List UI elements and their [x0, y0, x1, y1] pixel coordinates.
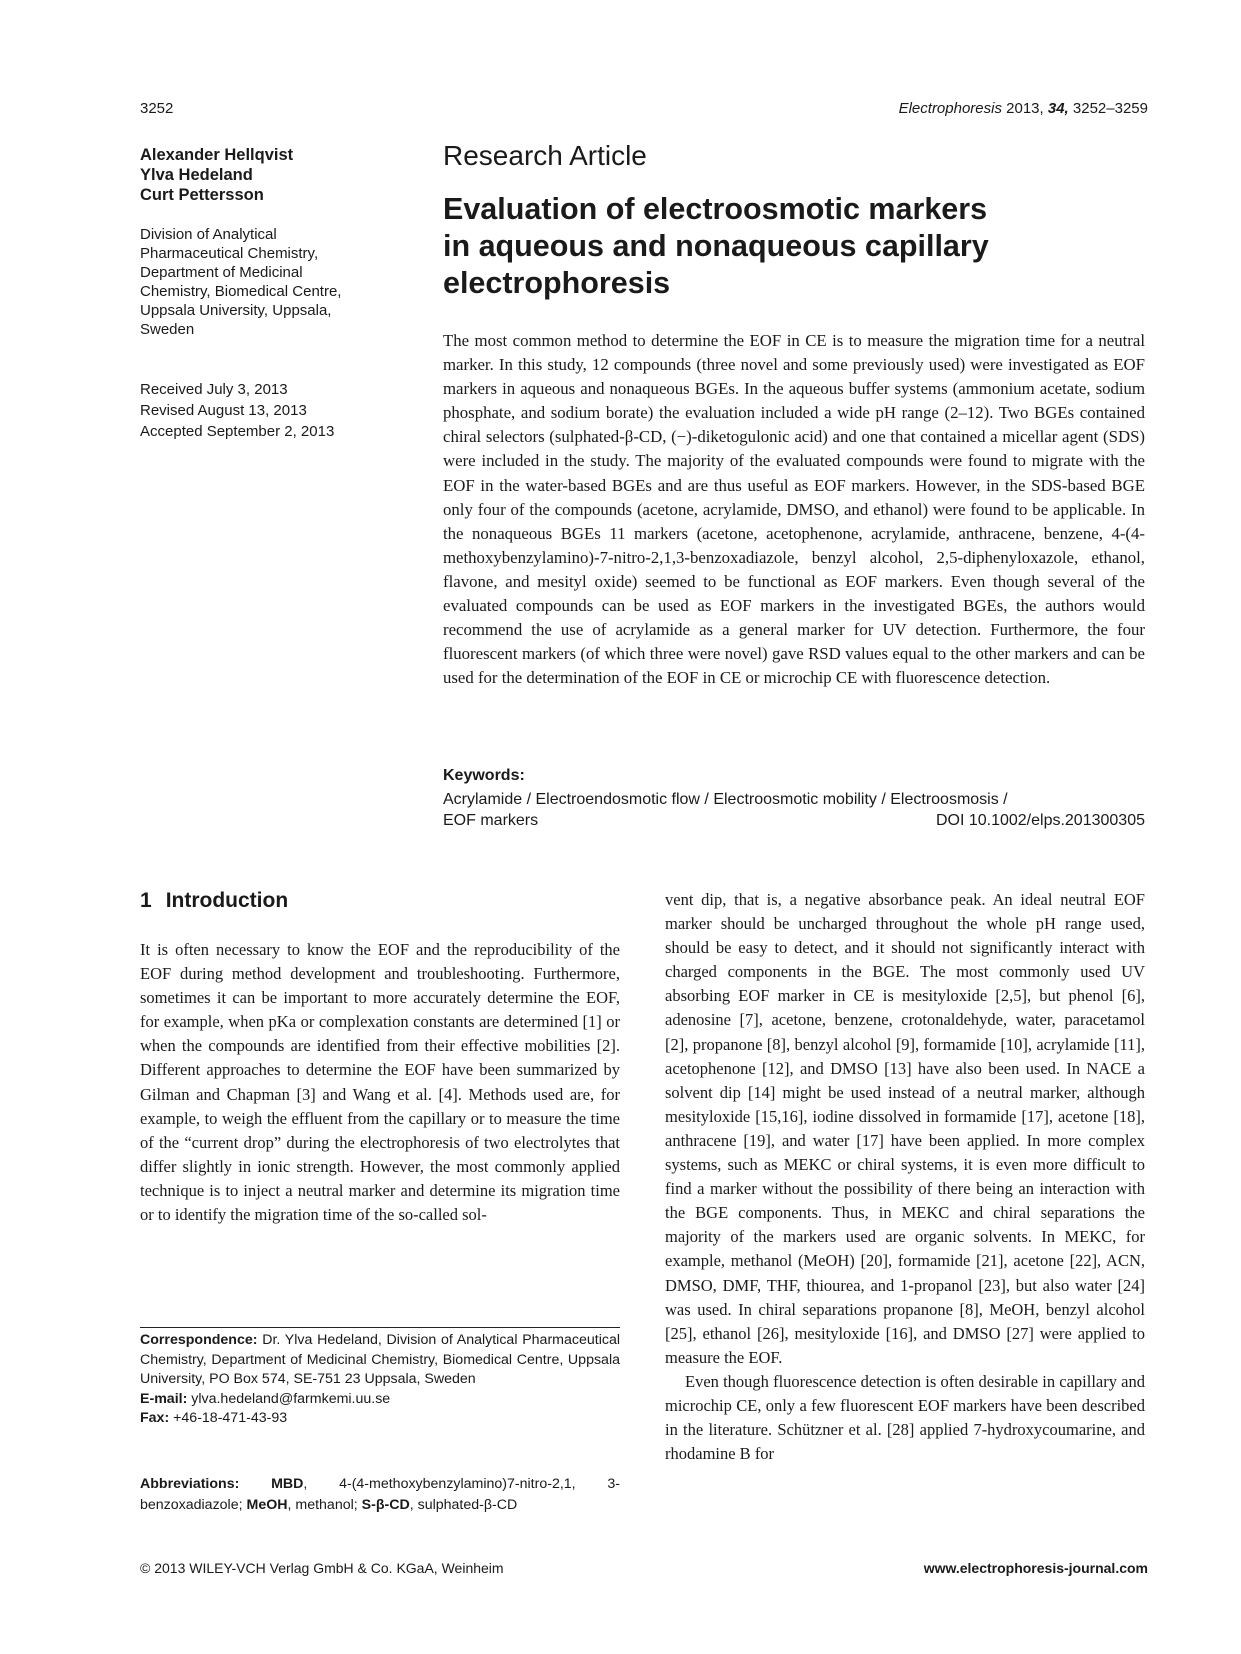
correspondence-note — [140, 1331, 620, 1429]
journal-volume: 34, — [1047, 100, 1069, 117]
email-link[interactable]: ylva.hedeland@farmkemi.uu.se — [191, 1390, 391, 1407]
abbr-mbd: MBD — [271, 1476, 304, 1492]
author-name: Curt Pettersson — [140, 186, 264, 204]
affiliation-line: Division of Analytical — [140, 226, 277, 243]
abbreviations-note — [140, 1474, 620, 1516]
author-name: Alexander Hellqvist — [140, 146, 294, 164]
affiliation-line: Sweden — [140, 321, 195, 338]
affiliation-line: Department of Medicinal — [140, 264, 303, 281]
journal-website-link[interactable]: www.electrophoresis-journal.com — [923, 1560, 1148, 1576]
footnote-divider — [140, 1327, 620, 1328]
abbr-sbcd-def: , sulphated-β-CD — [409, 1497, 518, 1513]
keywords — [443, 789, 1145, 831]
title-line: Evaluation of electroosmotic markers — [443, 192, 988, 226]
abbr-meoh: MeOH — [246, 1497, 288, 1513]
copyright-notice: © 2013 WILEY-VCH Verlag GmbH & Co. KGaA, Weinheim — [140, 1560, 504, 1576]
section-heading-introduction — [140, 889, 288, 913]
keywords-line-2 — [443, 810, 1145, 831]
fax-number: +46-18-471-43-93 — [173, 1410, 288, 1426]
article-type: Research Article — [443, 140, 647, 171]
keywords-label: Keywords: — [443, 767, 525, 784]
intro-right-column — [665, 888, 1145, 1466]
body-paragraph: vent dip, that is, a negative absorbance peak. An ideal neutral EOF marker should be uncharged throughout the whole pH range used, should be easy to detect, and it should not significantly interact with charged components in the BGE. The most commonly used UV absorbing EOF marker in CE is mesityloxide [2,5], but phenol [6], adenosine [7], acetone, benzene, crotonaldehyde, water, paracetamol [2], propanone [8], benzyl alcohol [9], formamide [10], acrylamide [11], acetophenone [12], and DMSO [13] have also been used. In NACE a solvent dip [14] might be used instead of a neutral marker, although mesityloxide [15,16], iodine dissolved in formamide [17], acetone [18], anthracene [19], and water [17] have been applied. In more complex systems, such as MEKC or chiral systems, it is even more difficult to find a marker without the possibility of there being an interaction with the BGE components. Thus, in MEKC and chiral separations the majority of the markers used are organic solvents. In MEKC, for example, methanol (MeOH) [20], formamide [21], acetone [22], ACN, DMSO, DMF, THF, thiourea, and 1-propanol [23], but also water [24] was used. In chiral separations propanone [8], MeOH, benzyl alcohol [25], ethanol [26], mesityloxide [16], and DMSO [27] were applied to measure the EOF. — [665, 890, 1145, 1367]
title-line: in aqueous and nonaqueous capillary — [443, 229, 989, 263]
correspondence-address: Dr. Ylva Hedeland, Division of Analytical Pharmaceutical Chemistry, Department of Medicinal Chemistry, Biomedical Centre, Uppsala University, PO Box 574, SE-751 23 Uppsala, Sweden — [140, 1332, 620, 1387]
received-date: Received July 3, 2013 — [140, 381, 288, 398]
doi-link[interactable]: DOI 10.1002/elps.201300305 — [935, 812, 1145, 829]
article-dates — [140, 379, 390, 442]
journal-year: 2013, — [1006, 100, 1044, 117]
revised-date: Revised August 13, 2013 — [140, 402, 307, 419]
keywords-list: Acrylamide / Electroendosmotic flow / Electroosmotic mobility / Electroosmosis / — [443, 791, 1008, 808]
abbr-mbd-def: , 4-(4-methoxybenzylamino)7-nitro-2,1, 3-benzoxadiazole; — [140, 1476, 620, 1513]
affiliation — [140, 225, 390, 339]
section-title: Introduction — [165, 889, 289, 912]
correspondence-label: Correspondence: — [140, 1332, 258, 1348]
journal-name: Electrophoresis — [898, 100, 1002, 117]
abbreviations-label: Abbreviations: — [140, 1476, 240, 1492]
article-title — [443, 191, 1123, 302]
affiliation-line: Pharmaceutical Chemistry, — [140, 245, 319, 262]
title-line: electrophoresis — [443, 266, 671, 300]
abbr-meoh-def: , methanol; — [287, 1497, 358, 1513]
keyword-eof-markers: EOF markers — [443, 812, 539, 829]
author-name: Ylva Hedeland — [140, 166, 253, 184]
body-paragraph: It is often necessary to know the EOF and the reproducibility of the EOF during method development and troubleshooting. Furthermore, sometimes it can be important to more accurately determine the EOF, for example, when pKa or complexation constants are determined [1] or when the compounds are identified from their effective mobilities [2]. Different approaches to determine the EOF have been summarized by Gilman and Chapman [3] and Wang et al. [4]. Methods used are, for example, to weigh the effluent from the capillary or to measure the time of the “current drop” during the electrophoresis of two electrolytes that differ slightly in ionic strength. However, the most commonly applied technique is to inject a neutral marker and determine its migration time or to identify the migration time of the so-called sol- — [140, 940, 620, 1225]
affiliation-line: Chemistry, Biomedical Centre, — [140, 283, 342, 300]
body-paragraph: Even though fluorescence detection is often desirable in capillary and microchip CE, only a few fluorescent EOF markers have been described in the literature. Schützner et al. [28] applied 7-hydroxycoumarine, and rhodamine B for — [665, 1371, 1145, 1464]
journal-pages: 3252–3259 — [1072, 100, 1148, 117]
fax-label: Fax: — [140, 1410, 170, 1426]
email-label: E-mail: — [140, 1390, 188, 1407]
abstract: The most common method to determine the EOF in CE is to measure the migration time for a neutral marker. In this study, 12 compounds (three novel and some previously used) were investigated as EOF markers in aqueous and nonaqueous BGEs. In the aqueous buffer systems (ammonium acetate, sodium phosphate, and sodium borate) the evaluation included a wide pH range (2–12). Two BGEs contained chiral selectors (sulphated-β-CD, (−)-diketogulonic acid) and one that contained a micellar agent (SDS) were included in the study. The majority of the evaluated compounds were found to migrate with the EOF in the water-based BGEs and are thus useful as EOF markers. However, in the SDS-based BGE only four of the compounds (acetone, acrylamide, DMSO, and ethanol) were found to be applicable. In the nonaqueous BGEs 11 markers (acetone, acetophenone, acrylamide, anthracene, benzene, 4-(4-methoxybenzylamino)-7-nitro-2,1,3-benzoxadiazole, benzyl alcohol, 2,5-diphenyloxazole, ethanol, flavone, and mesityl oxide) seemed to be functional as EOF markers. Even though several of the evaluated compounds can be used as EOF markers in the investigated BGEs, the authors would recommend the use of acrylamide as a general marker for UV detection. Furthermore, the four fluorescent markers (of which three were novel) gave RSD values equal to the other markers and can be used for the determination of the EOF in CE or microchip CE with fluorescence detection. — [443, 331, 1145, 688]
abbr-sbcd: S-β-CD — [361, 1497, 410, 1513]
intro-left-column — [140, 938, 620, 1227]
section-number: 1 — [140, 889, 152, 912]
author-sidebar — [140, 145, 390, 442]
affiliation-line: Uppsala University, Uppsala, — [140, 302, 332, 319]
page-number: 3252 — [140, 100, 174, 117]
accepted-date: Accepted September 2, 2013 — [140, 423, 335, 440]
journal-citation — [899, 100, 1148, 117]
